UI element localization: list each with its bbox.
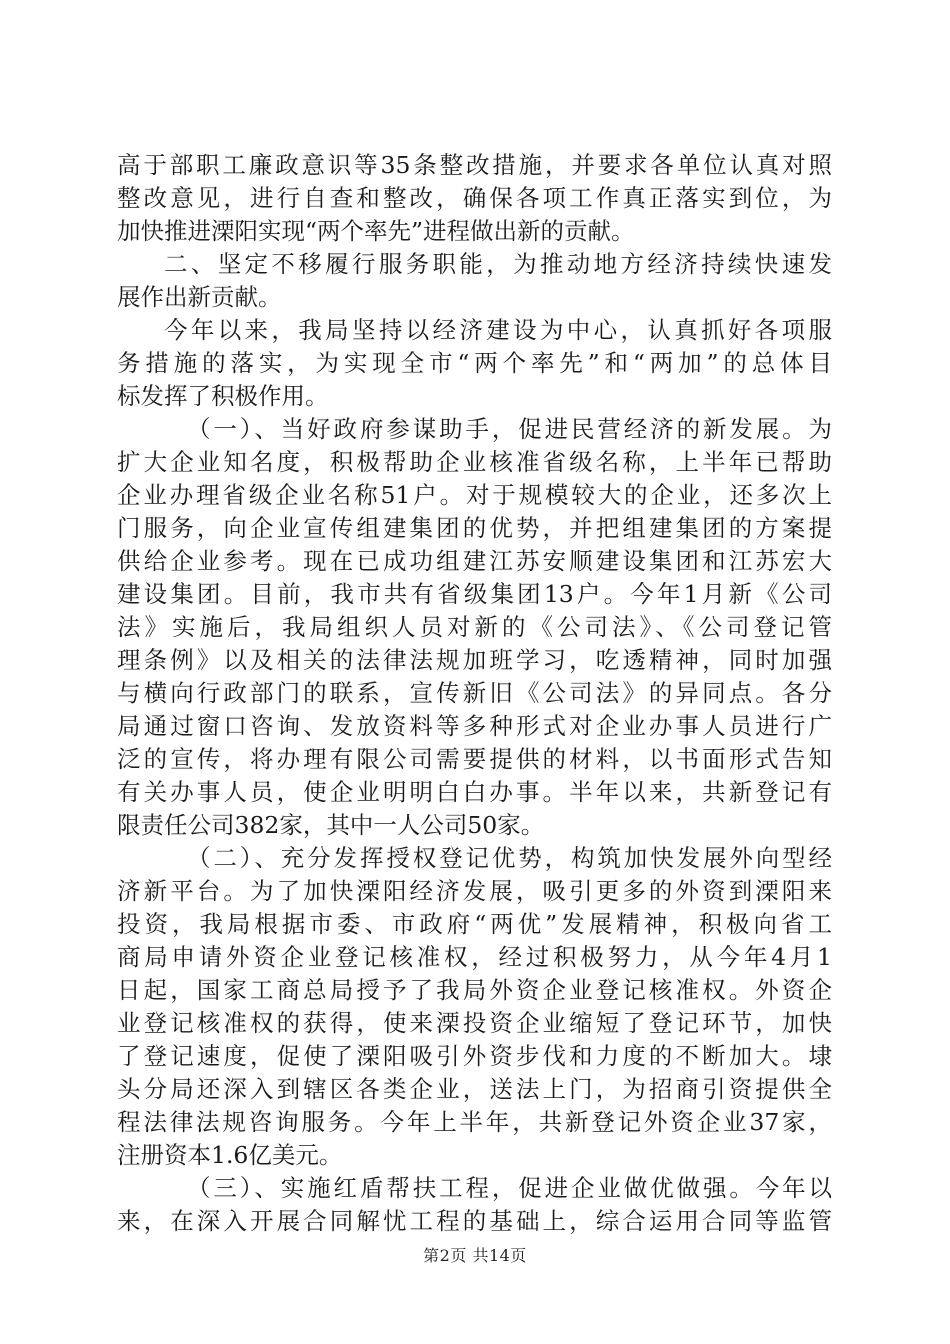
text-line: 供给企业参考。现在已成功组建江苏安顺建设集团和江苏宏大 bbox=[117, 547, 832, 575]
text-line: 来，在深入开展合同解忧工程的基础上，综合运用合同等监管 bbox=[117, 1207, 832, 1235]
section-heading-line: 二、坚定不移履行服务职能，为推动地方经济持续快速发 bbox=[164, 250, 832, 278]
text-line: 投资，我局根据市委、市政府“两优”发展精神，积极向省工 bbox=[117, 910, 832, 938]
subsection-heading-line: （一）、当好政府参谋助手，促进民营经济的新发展。为 bbox=[187, 415, 832, 443]
text-line: 标发挥了积极作用。 bbox=[117, 382, 329, 410]
text-line: 商局申请外资企业登记核准权，经过积极努力，从今年4月1 bbox=[117, 943, 832, 971]
text-line: 有关办事人员，使企业明明白白办事。半年以来，共新登记有 bbox=[117, 778, 832, 806]
text-line: 务措施的落实，为实现全市“两个率先”和“两加”的总体目 bbox=[117, 349, 832, 377]
text-line: 加快推进溧阳实现“两个率先”进程做出新的贡献。 bbox=[117, 217, 635, 245]
text-line: 限责任公司382家，其中一人公司50家。 bbox=[117, 811, 545, 839]
subsection-heading-line: （三）、实施红盾帮扶工程，促进企业做优做强。今年以 bbox=[187, 1174, 832, 1202]
text-line: 泛的宣传，将办理有限公司需要提供的材料，以书面形式告知 bbox=[117, 745, 832, 773]
text-line: 与横向行政部门的联系，宣传新旧《公司法》的异同点。各分 bbox=[117, 679, 832, 707]
section-heading-line: 展作出新贡献。 bbox=[117, 283, 282, 311]
text-line: 整改意见，进行自查和整改，确保各项工作真正落实到位，为 bbox=[117, 184, 832, 212]
text-line: 扩大企业知名度，积极帮助企业核准省级名称，上半年已帮助 bbox=[117, 448, 832, 476]
document-body bbox=[117, 149, 832, 1238]
text-line: 今年以来，我局坚持以经济建设为中心，认真抓好各项服 bbox=[164, 316, 832, 344]
text-line: 局通过窗口咨询、发放资料等多种形式对企业办事人员进行广 bbox=[117, 712, 832, 740]
text-line: 理条例》以及相关的法律法规加班学习，吃透精神，同时加强 bbox=[117, 646, 832, 674]
subsection-heading-line: （二）、充分发挥授权登记优势，构筑加快发展外向型经 bbox=[187, 844, 832, 872]
page-number-footer: 第2页 共14页 bbox=[423, 1246, 527, 1265]
text-line: 了登记速度，促使了溧阳吸引外资步伐和力度的不断加大。埭 bbox=[117, 1042, 832, 1070]
text-line: 注册资本1.6亿美元。 bbox=[117, 1141, 343, 1169]
text-line: 日起，国家工商总局授予了我局外资企业登记核准权。外资企 bbox=[117, 976, 832, 1004]
text-line: 法》实施后，我局组织人员对新的《公司法》、《公司登记管 bbox=[117, 613, 832, 641]
text-line: 门服务，向企业宣传组建集团的优势，并把组建集团的方案提 bbox=[117, 514, 832, 542]
text-line: 建设集团。目前，我市共有省级集团13户。今年1月新《公司 bbox=[117, 580, 832, 608]
text-line: 企业办理省级企业名称51户。对于规模较大的企业，还多次上 bbox=[117, 481, 832, 509]
text-line: 高于部职工廉政意识等35条整改措施，并要求各单位认真对照 bbox=[117, 151, 832, 179]
text-line: 头分局还深入到辖区各类企业，送法上门，为招商引资提供全 bbox=[117, 1075, 832, 1103]
text-line: 程法律法规咨询服务。今年上半年，共新登记外资企业37家， bbox=[117, 1108, 832, 1136]
text-line: 业登记核准权的获得，使来溧投资企业缩短了登记环节，加快 bbox=[117, 1009, 832, 1037]
text-line: 济新平台。为了加快溧阳经济发展，吸引更多的外资到溧阳来 bbox=[117, 877, 832, 905]
